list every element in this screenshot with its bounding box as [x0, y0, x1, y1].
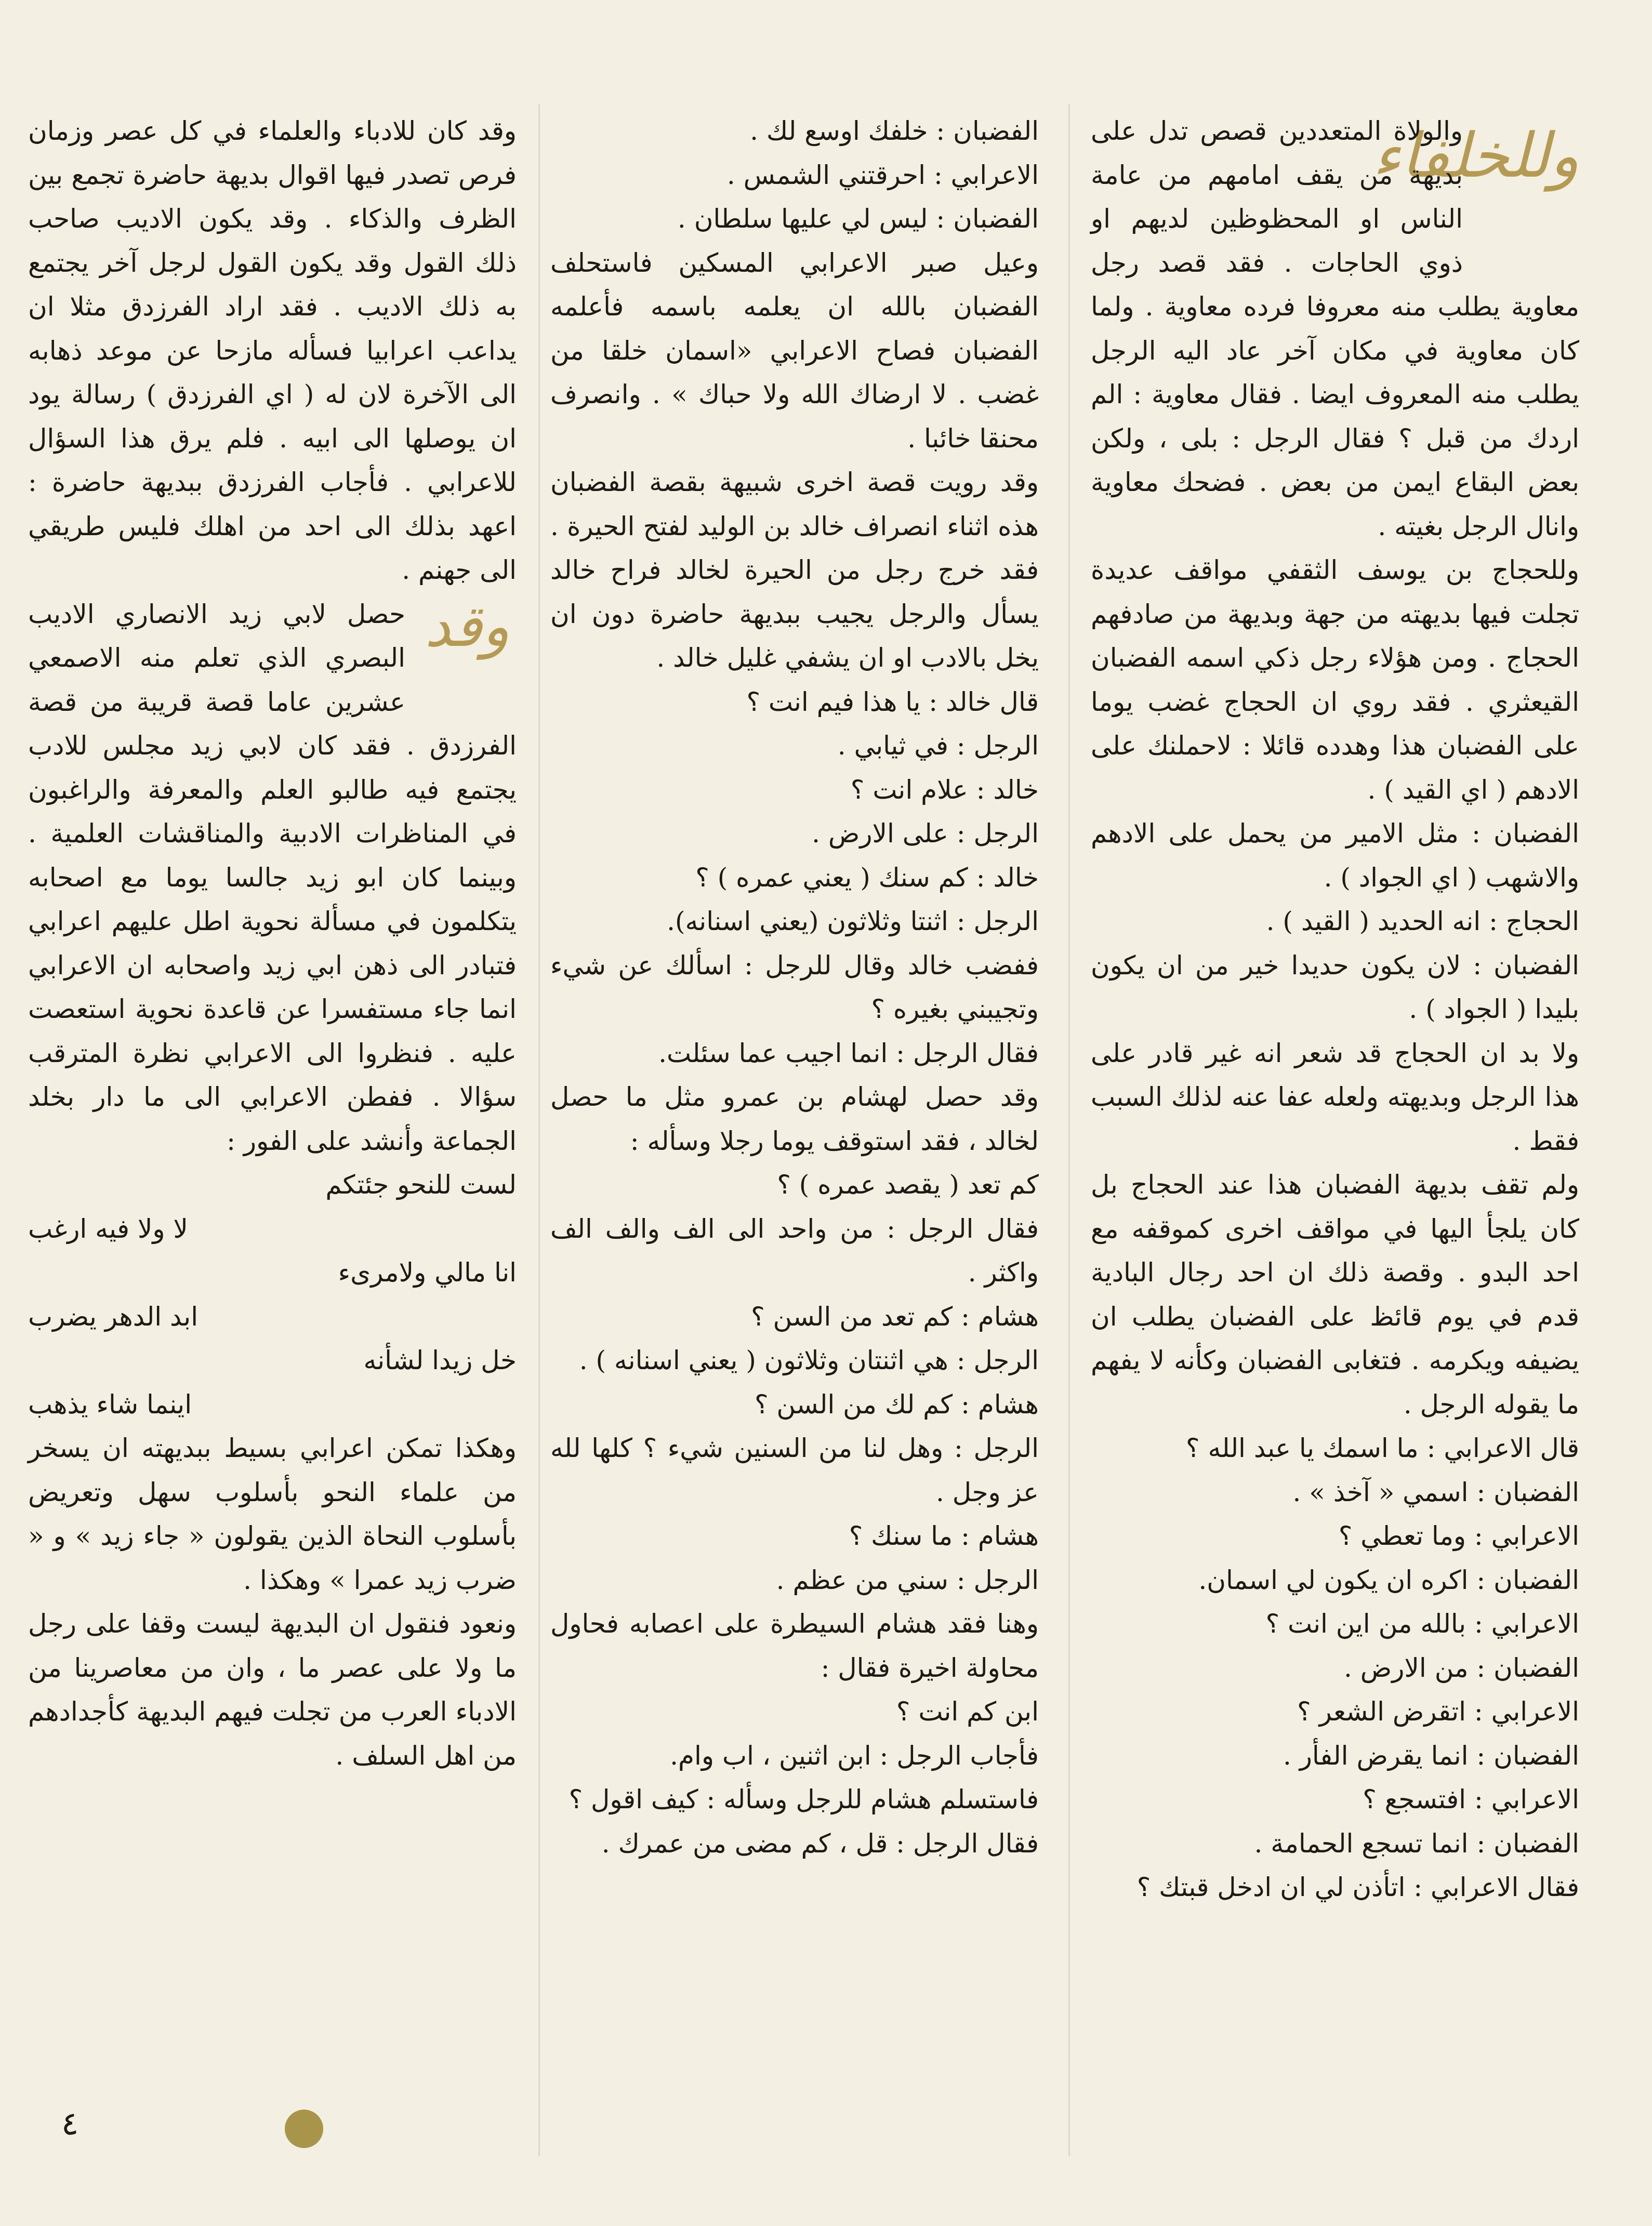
paragraph: الفضبان : انما تسجع الحمامة .	[1254, 1828, 1579, 1859]
paragraph: قال خالد : يا هذا فيم انت ؟	[746, 686, 1039, 717]
paragraph: الرجل : اثنتا وثلاثون (يعني اسنانه).	[667, 906, 1039, 936]
paragraph: وقد حصل لهشام بن عمرو مثل ما حصل لخالد ، فقد استوقف يوما رجلا وسأله :	[550, 1082, 1039, 1156]
decorative-dot	[285, 2110, 323, 2148]
paragraph: الفضبان : ليس لي عليها سلطان .	[677, 204, 1039, 234]
verse-hemistich: خل زيدا لشأنه	[363, 1345, 517, 1375]
paragraph: ونعود فنقول ان البديهة ليست وقفا على رجل ما ولا على عصر ما ، وان من معاصرينا من الادباء العرب من تجلت فيهم البديهة كأجدادهم من اهل السلف .	[28, 1609, 517, 1771]
paragraph: فقال الرجل : من واحد الى الف والف الف واكثر .	[550, 1213, 1039, 1288]
paragraph: الاعرابي : بالله من اين انت ؟	[1265, 1609, 1579, 1639]
paragraph: ولم تقف بديهة الفضبان هذا عند الحجاج بل كان يلجأ اليها في مواقف اخرى كموقفه مع احد البدو . وقصة ذلك ان احد رجال البادية قدم في يوم قائظ على الفضبان يطلب ان يضيفه ويكرمه . فتغابى الفضبان وكأنه لا يفهم ما يقوله الرجل .	[1091, 1170, 1579, 1420]
paragraph: الاعرابي : اتقرض الشعر ؟	[1297, 1697, 1579, 1727]
column-right	[1091, 109, 1579, 1910]
paragraph: كم تعد ( يقصد عمره ) ؟	[777, 1170, 1039, 1200]
paragraph: الفضبان : انما يقرض الفأر .	[1283, 1740, 1579, 1771]
verse-hemistich: ابد الدهر يضرب	[28, 1301, 199, 1332]
paragraph: الرجل : سني من عظم .	[776, 1565, 1039, 1595]
paragraph: الرجل : في ثيابي .	[837, 731, 1039, 761]
paragraph: هشام : ما سنك ؟	[849, 1521, 1039, 1551]
paragraph: وللحجاج بن يوسف الثقفي مواقف عديدة تجلت فيها بديهته من جهة وبديهة من صادفهم الحجاج . ومن هؤلاء رجل ذكي اسمه الفضبان القيعثري . فقد روي ان الحجاج غضب يوما على الفضبان هذا وهدده قائلا : لاحملنك على الادهم ( اي القيد ) .	[1091, 555, 1579, 805]
paragraph: فقال الاعرابي : اتأذن لي ان ادخل قبتك ؟	[1136, 1872, 1579, 1902]
paragraph: الحجاج : انه الحديد ( القيد ) .	[1266, 906, 1579, 936]
paragraph: الفضبان : اسمي « آخذ » .	[1292, 1477, 1579, 1507]
paragraph: الفضبان : من الارض .	[1344, 1652, 1579, 1683]
paragraph: الرجل : وهل لنا من السنين شيء ؟ كلها لله عز وجل .	[550, 1433, 1039, 1507]
column-middle-text	[550, 109, 1039, 1865]
column-divider	[1068, 104, 1070, 2156]
paragraph: فأجاب الرجل : ابن اثنين ، اب وام.	[670, 1740, 1039, 1771]
paragraph: حصل لابي زيد الانصاري الاديب البصري الذي تعلم منه الاصمعي عشرين عاما قصة قريبة من قصة الفرزدق . فقد كان لابي زيد مجلس للادب يجتمع فيه طالبو العلم والمعرفة والراغبون في المناظرات الادبية والمناقشات العلمية . وبينما كان ابو زيد جالسا يوما مع اصحابه يتكلمون في مسألة نحوية اطل عليهم اعرابي فتبادر الى ذهن ابي زيد واصحابه ان الاعرابي انما جاء مستفسرا عن قاعدة نحوية استعصت عليه . فنظروا الى الاعرابي نظرة المترقب سؤالا . ففطن الاعرابي الى ما دار بخلد الجماعة وأنشد على الفور :	[28, 599, 517, 1156]
decorative-initial-caliphs: وللخلفاء	[1372, 120, 1579, 191]
poem-verse	[28, 1163, 517, 1426]
paragraph: الفضبان : اكره ان يكون لي اسمان.	[1198, 1565, 1579, 1595]
paragraph: الفضبان : لان يكون حديدا خير من ان يكون بليدا ( الجواد ) .	[1091, 950, 1579, 1024]
column-left	[28, 109, 517, 1778]
paragraph: وقد كان للادباء والعلماء في كل عصر وزمان فرص تصدر فيها اقوال بديهة حاضرة تجمع بين الظرف والذكاء . وقد يكون الاديب صاحب ذلك القول وقد يكون القول لرجل آخر يجتمع به ذلك الاديب . فقد اراد الفرزدق مثلا ان يداعب اعرابيا فسأله مازحا عن موعد ذهابه الى الآخرة لان له ( اي الفرزدق ) رسالة يود ان يوصلها الى ابيه . فلم يرق هذا السؤال للاعرابي . فأجاب الفرزدق ببديهة حاضرة : اعهد بذلك الى احد من اهلك فليس طريقي الى جهنم .	[28, 116, 517, 585]
verse-hemistich: لا ولا فيه ارغب	[28, 1213, 188, 1244]
verse-hemistich: اينما شاء يذهب	[28, 1389, 192, 1420]
paragraph: قال الاعرابي : ما اسمك يا عبد الله ؟	[1186, 1433, 1579, 1463]
paragraph: الفضبان : خلفك اوسع لك .	[750, 116, 1039, 146]
column-divider	[538, 104, 540, 2156]
paragraph: هشام : كم تعد من السن ؟	[751, 1301, 1039, 1332]
column-middle	[550, 109, 1039, 1865]
paragraph: هشام : كم لك من السن ؟	[755, 1389, 1039, 1420]
paragraph: الرجل : هي اثنتان وثلاثون ( يعني اسنانه ) .	[579, 1345, 1039, 1375]
paragraph: الاعرابي : وما تعطي ؟	[1338, 1521, 1579, 1551]
paragraph: وهكذا تمكن اعرابي بسيط ببديهته ان يسخر من علماء النحو بأسلوب سهل وتعريض بأسلوب النحاة الذين يقولون « جاء زيد » و « ضرب زيد عمرا » وهكذا .	[28, 1433, 517, 1595]
paragraph: الرجل : على الارض .	[812, 818, 1039, 849]
paragraph: والولاة المتعددين قصص تدل على بديهة من يقف امامهم من عامة الناس او المحظوظين لديهم او ذوي الحاجات . فقد قصد رجل معاوية يطلب منه معروفا فرده معاوية . ولما كان معاوية في مكان آخر عاد اليه الرجل يطلب منه المعروف ايضا . فقال معاوية : الم اردك من قبل ؟ فقال الرجل : بلى ، ولكن بعض البقاع ايمن من بعض . فضحك معاوية وانال الرجل بغيته .	[1091, 116, 1579, 541]
column-left-text	[28, 109, 517, 592]
paragraph: وهنا فقد هشام السيطرة على اعصابه فحاول محاولة اخيرة فقال :	[550, 1609, 1039, 1683]
paragraph: الفضبان : مثل الامير من يحمل على الادهم والاشهب ( اي الجواد ) .	[1091, 818, 1579, 893]
decorative-initial-wa-qad: وقد	[425, 592, 510, 659]
paragraph: ولا بد ان الحجاج قد شعر انه غير قادر على هذا الرجل وبديهته ولعله عفا عنه لذلك السبب فقط .	[1091, 1038, 1579, 1156]
paragraph: الاعرابي : افتسجع ؟	[1363, 1784, 1579, 1814]
paragraph: فقال الرجل : انما اجيب عما سئلت.	[658, 1038, 1039, 1068]
page-number: ٤	[61, 2104, 79, 2142]
paragraph: خالد : كم سنك ( يعني عمره ) ؟	[695, 862, 1039, 893]
paragraph: ففضب خالد وقال للرجل : اسألك عن شيء وتجيبني بغيره ؟	[550, 950, 1039, 1024]
paragraph: وعيل صبر الاعرابي المسكين فاستحلف الفضبان بالله ان يعلمه باسمه فأعلمه الفضبان فصاح الاعرابي «اسمان خلقا من غضب . لا ارضاك الله ولا حباك » . وانصرف محنقا خائبا .	[550, 247, 1039, 454]
paragraph: الاعرابي : احرقتني الشمس .	[726, 160, 1039, 190]
column-right-text	[1091, 109, 1579, 1910]
verse-hemistich: انا مالي ولامرىء	[338, 1257, 517, 1288]
paragraph: فاستسلم هشام للرجل وسأله : كيف اقول ؟	[569, 1784, 1039, 1814]
paragraph: فقال الرجل : قل ، كم مضى من عمرك .	[601, 1828, 1039, 1859]
verse-hemistich: لست للنحو جئتكم	[325, 1170, 517, 1200]
paragraph: ابن كم انت ؟	[896, 1697, 1039, 1727]
paragraph: خالد : علام انت ؟	[850, 774, 1039, 805]
paragraph: وقد رويت قصة اخرى شبيهة بقصة الفضبان هذه اثناء انصراف خالد بن الوليد لفتح الحيرة . فقد خرج رجل من الحيرة لخالد فراح خالد يسأل والرجل يجيب ببديهة حاضرة دون ان يخل بالادب او ان يشفي غليل خالد .	[550, 467, 1039, 673]
column-left-text-3	[28, 1426, 517, 1778]
